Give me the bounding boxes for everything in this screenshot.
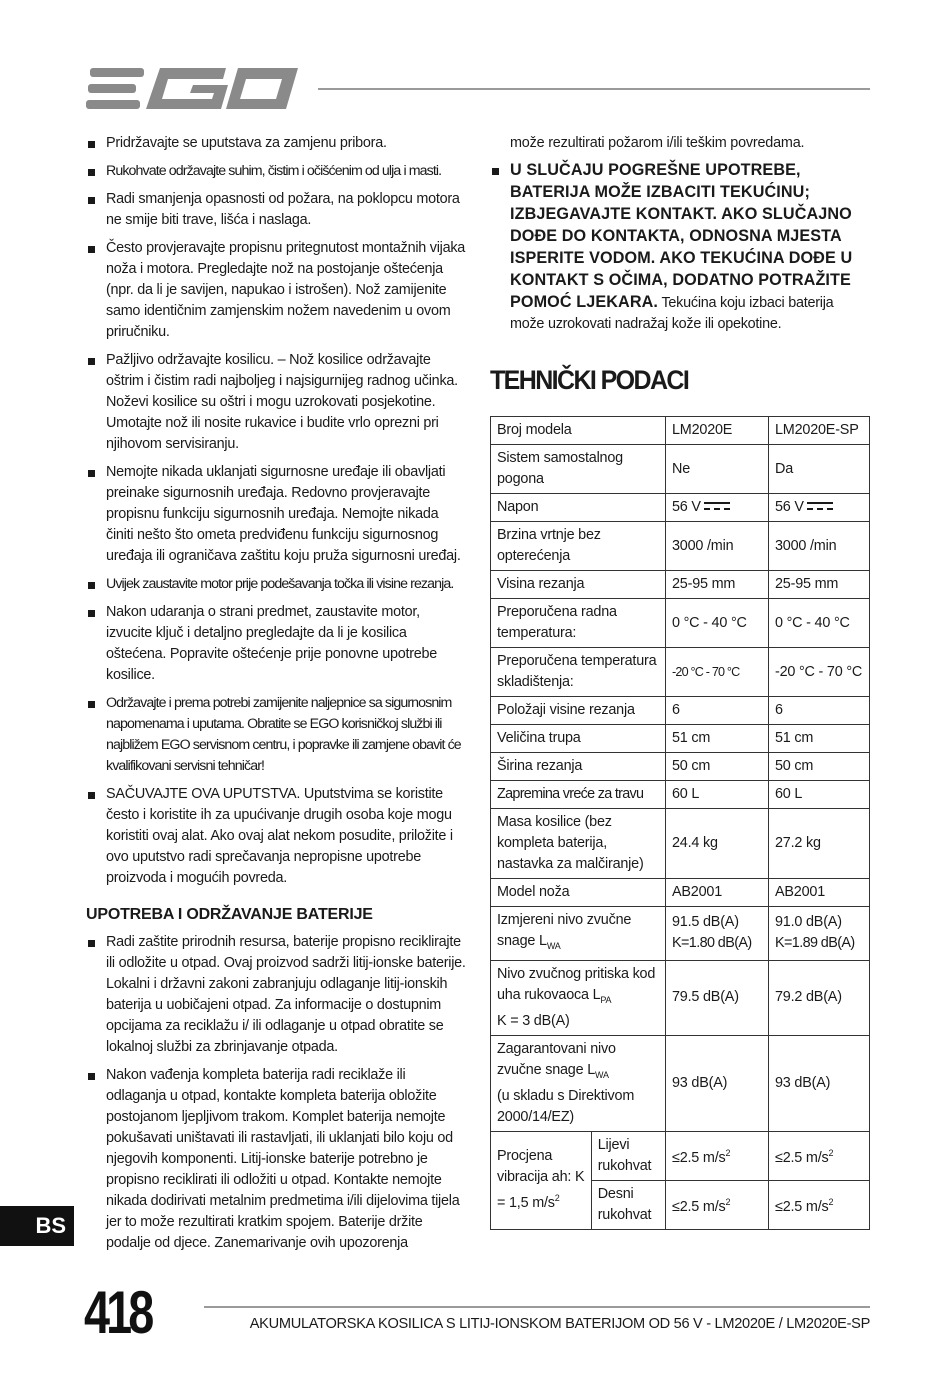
table-cell: 79.2 dB(A): [769, 960, 870, 1035]
section-title: TEHNIČKI PODACI: [490, 365, 689, 396]
table-row: [491, 599, 870, 648]
lpa-k: K = 3 dB(A): [497, 1012, 570, 1029]
table-cell: 93 dB(A): [769, 1035, 870, 1131]
lpa-label: Nivo zvučnog pritiska kod uha rukovaoca L: [497, 965, 656, 1003]
table-cell: [491, 907, 666, 961]
warning-bold: U SLUČAJU POGREŠNE UPOTREBE, BATERIJA MOŽE IZBACITI TEKUĆINU; IZBJEGAVAJTE KONTAKT. AKO SLUČAJNO DOĐE DO KONTAKTA, ODNOSNA MJESTA ISPERITE VODOM. AKO TEKUĆINA DOĐE U KONTAKT S OČIMA, DODATNO POTRAŽITE POMOĆ LJEKARA.: [510, 161, 853, 311]
table-cell: [666, 1131, 769, 1180]
table-cell: Preporučena temperatura skladištenja:: [491, 648, 666, 697]
vibration-unit-sup: 2: [725, 1147, 731, 1158]
table-row: [491, 781, 870, 809]
table-cell: 25-95 mm: [769, 571, 870, 599]
table-row: [491, 879, 870, 907]
table-cell: -20 °C - 70 °C: [666, 648, 769, 697]
table-cell: -20 °C - 70 °C: [769, 648, 870, 697]
table-cell: Model noža: [491, 879, 666, 907]
footer-title: AKUMULATORSKA KOSILICA S LITIJ-IONSKOM BATERIJOM OD 56 V - LM2020E / LM2020E-SP: [249, 1316, 870, 1332]
table-cell: 24.4 kg: [666, 809, 769, 879]
language-tab: BS: [0, 1206, 74, 1246]
list-item: SAČUVAJTE OVA UPUTSTVA. Uputstvima se koristite često i koristite ih za upućivanje drugih osoba koje mogu koristiti ovaj alat. Ako ovaj alat nekom posudite, priložite i ovo uputstvo radi sprečavanja nepropisne upotrebe proizvoda i mogućih povreda.: [86, 784, 468, 889]
header-rule: [318, 88, 870, 90]
table-cell: Desni rukohvat: [591, 1180, 665, 1229]
table-cell: Brzina vrtnje bez opterećenja: [491, 522, 666, 571]
table-header-cell: Broj modela: [491, 417, 666, 445]
table-cell: [666, 907, 769, 961]
lwa-k-value: K=1.89 dB(A): [775, 935, 855, 952]
table-cell: [491, 1035, 666, 1131]
table-cell: [491, 1131, 592, 1229]
vibration-value: ≤2.5 m/s: [775, 1198, 829, 1215]
table-cell: [491, 960, 666, 1035]
list-item: Pažljivo održavajte kosilicu. – Nož kosilice održavajte oštrim i čistim radi najboljeg i najsigurnijeg radnog učinka. Noževi kosilice su oštri i mogu uzrokovati posjekotine. Umotajte nož ili nosite rukavice i budite vrlo oprezni pri njihovom servisiranju.: [86, 350, 468, 455]
lwa-label: Izmjereni nivo zvučne snage L: [497, 912, 632, 949]
table-cell: [666, 1180, 769, 1229]
vibration-value: ≤2.5 m/s: [775, 1149, 829, 1166]
table-cell: [769, 1131, 870, 1180]
table-cell: 93 dB(A): [666, 1035, 769, 1131]
table-cell: [769, 494, 870, 522]
table-cell: 27.2 kg: [769, 809, 870, 879]
ego-logo: [86, 66, 298, 112]
table-row: [491, 571, 870, 599]
dc-symbol-icon: [807, 501, 833, 511]
page-number: 418: [84, 1279, 151, 1346]
glwa-note: (u skladu s Direktivom 2000/14/EZ): [497, 1087, 635, 1125]
list-item: Radi zaštite prirodnih resursa, baterije propisno reciklirajte ili odložite u otpad. Ovaj proizvod sadrži litij-ionske baterije. Lokalni i državni zakoni zabranjuju odlaganje litij-ionskih baterija u uobičajeni otpad. Za informacije o dostupnim opcijama za reciklažu i/ ili odlaganje u otpad obratite se lokalnoj službi za zbrinjavanje otpada.: [86, 932, 468, 1058]
lwa-subscript: WA: [546, 940, 561, 951]
table-cell: Masa kosilice (bez kompleta baterija, nastavka za malčiranje): [491, 809, 666, 879]
table-row: [491, 417, 870, 445]
list-item: Pridržavajte se uputstava za zamjenu pribora.: [86, 133, 468, 154]
table-cell: 6: [769, 697, 870, 725]
table-cell: Veličina trupa: [491, 725, 666, 753]
table-row: [491, 960, 870, 1035]
table-cell: Širina rezanja: [491, 753, 666, 781]
list-item: Održavajte i prema potrebi zamijenite naljepnice sa sigurnosnim napomenama i uputama. Obratite se EGO korisničkoj službi ili najbližem EGO servisnom centru, i popravke ili zamjene obavit će kvalifikovani servisni tehničar!: [86, 693, 468, 777]
table-cell: 51 cm: [666, 725, 769, 753]
table-cell: Ne: [666, 445, 769, 494]
glwa-label: Zagarantovani nivo zvučne snage L: [497, 1040, 616, 1078]
table-cell: Položaji visine rezanja: [491, 697, 666, 725]
lpa-subscript: PA: [600, 994, 612, 1005]
table-cell: [769, 1180, 870, 1229]
lwa-value: 91.0 dB(A): [775, 914, 842, 931]
table-cell: 6: [666, 697, 769, 725]
voltage-value: 56 V: [775, 499, 804, 515]
table-cell: 25-95 mm: [666, 571, 769, 599]
table-row: [491, 522, 870, 571]
table-cell: Zapremina vreće za travu: [491, 781, 666, 809]
safety-list: [86, 133, 468, 889]
vibration-unit-sup: 2: [725, 1196, 731, 1207]
table-row: [491, 809, 870, 879]
table-cell: 60 L: [666, 781, 769, 809]
table-row: [491, 697, 870, 725]
table-cell: 79.5 dB(A): [666, 960, 769, 1035]
vibration-value: ≤2.5 m/s: [672, 1149, 726, 1166]
table-row: [491, 494, 870, 522]
table-header-cell: LM2020E-SP: [769, 417, 870, 445]
list-item: Nemojte nikada uklanjati sigurnosne uređaje ili obavljati preinake sigurnosnih uređaja. Redovno provjeravajte propisnu funkciju sigurnosnih uređaja. Nemojte nikada činiti nešto što ometa predviđenu funkciju sigurnosnog uređaja ili ograničava zaštitu koju pruža sigurnosni uređaj.: [86, 462, 468, 567]
table-cell: 51 cm: [769, 725, 870, 753]
vibration-superscript: 2: [554, 1193, 560, 1204]
table-cell: 60 L: [769, 781, 870, 809]
left-column: [86, 133, 468, 1261]
vibration-unit-sup: 2: [828, 1196, 834, 1207]
right-column: [490, 133, 870, 1230]
voltage-value: 56 V: [672, 499, 701, 515]
list-item: Često provjeravajte propisnu pritegnutost montažnih vijaka noža i motora. Pregledajte nož na postojanje oštećenja (npr. da li je savijen, napukao i istrošen). Nož zamijenite samo identičnim zamjenskim nožem navedenim u ovom priručniku.: [86, 238, 468, 343]
table-cell: 50 cm: [666, 753, 769, 781]
table-row: [491, 725, 870, 753]
table-row: [491, 907, 870, 961]
table-row: [491, 1035, 870, 1131]
lwa-k-value: K=1.80 dB(A): [672, 935, 752, 952]
list-item: [490, 160, 870, 335]
footer-rule: [204, 1306, 870, 1308]
battery-list: [86, 932, 468, 1254]
table-cell: 0 °C - 40 °C: [666, 599, 769, 648]
list-item: Rukohvate održavajte suhim, čistim i očišćenim od ulja i masti.: [86, 161, 468, 182]
warning-text: Tekućina koju izbaci baterija može uzrokovati nadražaj kože ili opekotine.: [510, 295, 834, 332]
table-cell: 3000 /min: [666, 522, 769, 571]
table-cell: [769, 907, 870, 961]
vibration-value: ≤2.5 m/s: [672, 1198, 726, 1215]
continuation-text: može rezultirati požarom i/ili teškim povredama.: [510, 135, 805, 151]
table-cell: Lijevi rukohvat: [591, 1131, 665, 1180]
spec-table: [490, 416, 870, 1230]
list-item: Uvijek zaustavite motor prije podešavanja točka ili visine rezanja.: [86, 574, 468, 595]
list-item: Radi smanjenja opasnosti od požara, na poklopcu motora ne smije biti trave, lišća i naslaga.: [86, 189, 468, 231]
table-cell: AB2001: [769, 879, 870, 907]
table-cell: 3000 /min: [769, 522, 870, 571]
table-row: [491, 753, 870, 781]
table-cell: AB2001: [666, 879, 769, 907]
list-item: Nakon udaranja o strani predmet, zaustavite motor, izvucite ključ i detaljno pregledajte da li je kosilica oštećena. Popravite oštećenje prije ponovne upotrebe kosilice.: [86, 602, 468, 686]
table-cell: 0 °C - 40 °C: [769, 599, 870, 648]
table-row: [491, 1131, 870, 1180]
table-row: [491, 445, 870, 494]
table-cell: [666, 494, 769, 522]
lwa-value: 91.5 dB(A): [672, 914, 739, 931]
table-cell: Sistem samostalnog pogona: [491, 445, 666, 494]
table-header-cell: LM2020E: [666, 417, 769, 445]
table-cell: Da: [769, 445, 870, 494]
vibration-unit-sup: 2: [828, 1147, 834, 1158]
warning-list: [490, 160, 870, 335]
battery-heading: UPOTREBA I ODRŽAVANJE BATERIJE: [86, 906, 373, 923]
list-item: Nakon vađenja kompleta baterija radi reciklaže ili odlaganja u otpad, kontakte kompleta baterija obložite postojanom ljepljivom trakom. Komplet baterija nemojte pokušavati uništavati ili rastavljati, ili uklanjati bilo koju od njegovih komponenti. Litij-ionske baterije potrebno je propisno reciklirati ili odložiti u otpad. Kontakte nemojte nikada dodirivati metalnim predmetima i/ili dijelovima tijela jer to može rezultirati kratkim spojem. Baterije držite podalje od djece. Zanemarivanje ovih upozorenja: [86, 1065, 468, 1254]
table-cell: Preporučena radna temperatura:: [491, 599, 666, 648]
table-cell: Napon: [491, 494, 666, 522]
vibration-label: Procjena vibracija ah: K = 1,5 m/s: [497, 1148, 585, 1212]
glwa-subscript: WA: [595, 1069, 609, 1080]
table-cell: Visina rezanja: [491, 571, 666, 599]
table-row: [491, 648, 870, 697]
dc-symbol-icon: [704, 501, 730, 511]
table-cell: 50 cm: [769, 753, 870, 781]
